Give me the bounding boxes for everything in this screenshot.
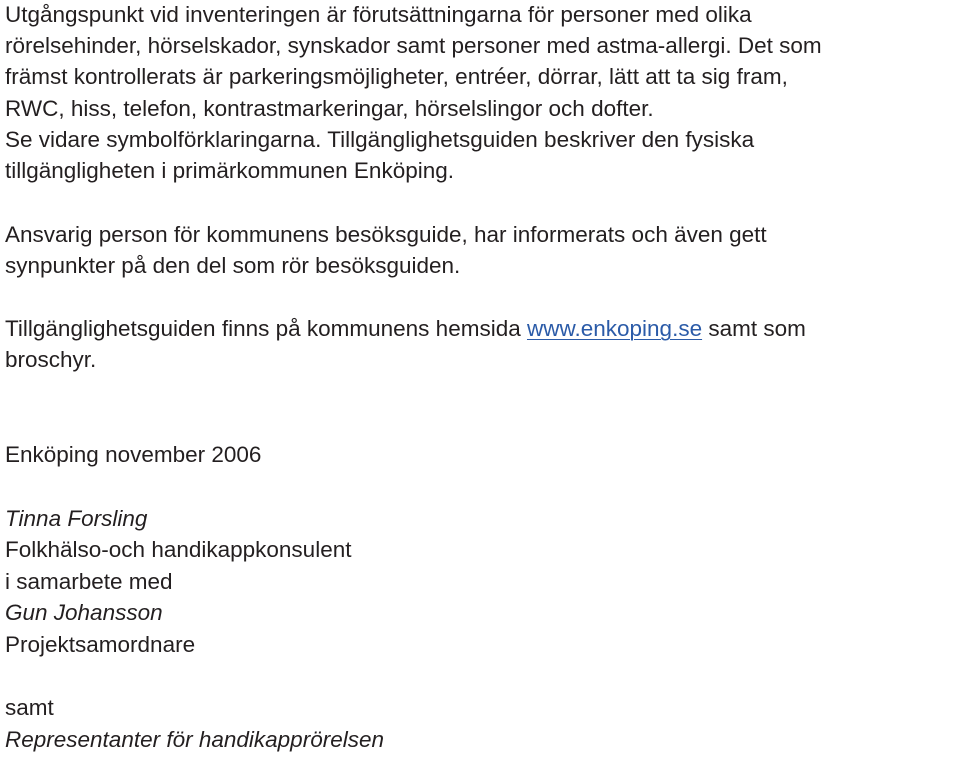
intro-line-1: Utgångspunkt vid inventeringen är förutsättningarna för personer med olika [5,2,752,27]
signatory-name-1: Tinna Forsling [5,506,148,531]
signatory-title-2: Projektsamordnare [5,632,196,657]
responsible-line-2: synpunkter på den del som rör besöksguiden. [5,253,461,278]
website-link[interactable]: www.enkoping.se [526,316,703,341]
responsible-line-1: Ansvarig person för kommunens besöksguide, har informerats och även gett [5,222,767,247]
availability-suffix: samt som [702,316,806,341]
availability-prefix: Tillgänglighetsguiden finns på kommunens hemsida [5,316,527,341]
availability-line-2: broschyr. [5,347,97,372]
intro-line-2: rörelsehinder, hörselskador, synskador samt personer med astma-allergi. Det som [5,33,822,58]
availability-line-1 [5,316,806,342]
collaboration-text: i samarbete med [5,569,173,594]
representatives-text: Representanter för handikapprörelsen [5,727,384,752]
intro-line-5: Se vidare symbolförklaringarna. Tillgänglighetsguiden beskriver den fysiska [5,127,755,152]
intro-line-3: främst kontrollerats är parkeringsmöjligheter, entréer, dörrar, lätt att ta sig fram, [5,64,788,89]
intro-line-6: tillgängligheten i primärkommunen Enköping. [5,158,455,183]
intro-line-4: RWC, hiss, telefon, kontrastmarkeringar, hörselslingor och dofter. [5,96,654,121]
signatory-title-1: Folkhälso-och handikappkonsulent [5,537,352,562]
dateline: Enköping november 2006 [5,442,262,467]
signatory-name-2: Gun Johansson [5,600,163,625]
and-text: samt [5,695,54,720]
